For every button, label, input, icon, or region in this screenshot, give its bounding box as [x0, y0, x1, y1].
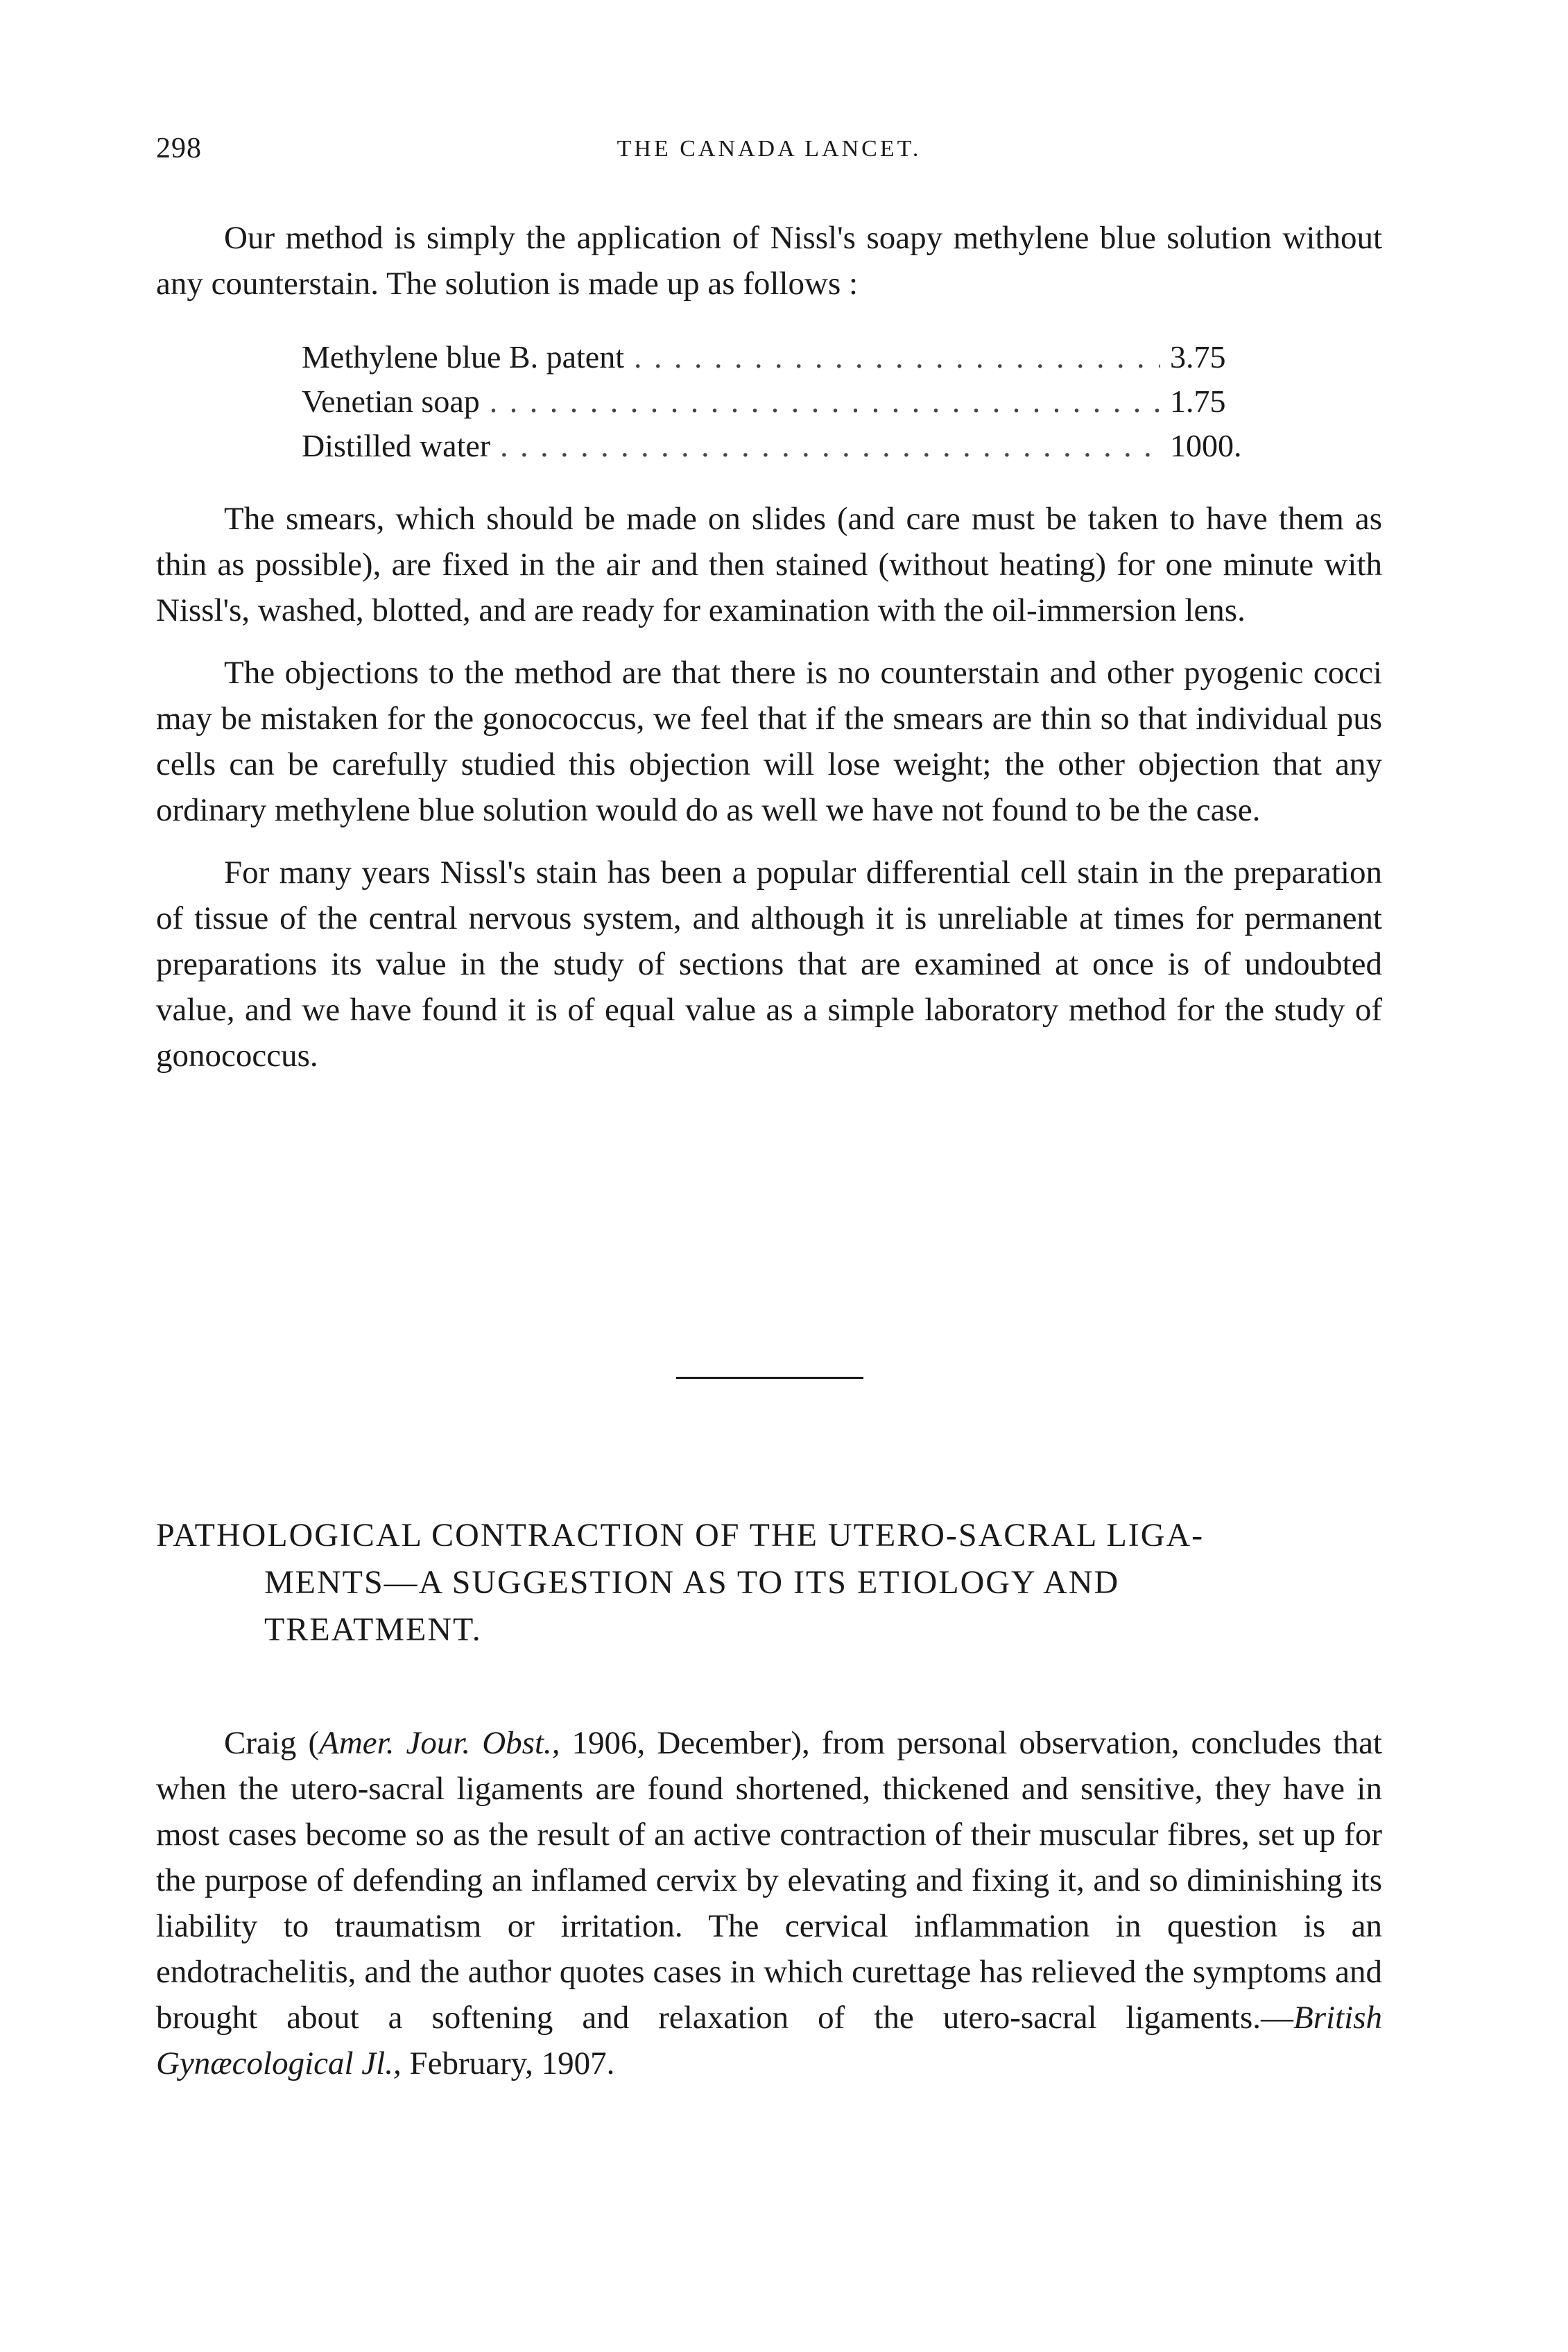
source-citation: British Gynæcological Jl.,: [156, 2000, 1382, 2081]
journal-citation: Amer. Jour. Obst.,: [319, 1725, 560, 1761]
dot-leader: [500, 424, 1160, 468]
recipe-row: [302, 424, 1253, 468]
dot-leader: [490, 379, 1160, 424]
recipe-ingredient: Methylene blue B. patent: [302, 339, 624, 375]
article-title-line: PATHOLOGICAL CONTRACTION OF THE UTERO-SACRAL LIGA-: [156, 1517, 1205, 1554]
intro-section: [156, 215, 1382, 323]
recipe-ingredient: Distilled water: [302, 428, 491, 463]
article-text: 1906, December), from personal observation, concludes that when the utero-sacral ligaments are found shortened, thickened and sensitive, they have in most cases become so as the result of an active contraction of their muscular fibres, set up for the purpose of defending an inflamed cervix by elevating and fixing it, and so diminishing its liability to traumatism or irritation. The cervical inflammation in question is an endotrachelitis, and the author quotes cases in which curettage has relieved the symptoms and brought about a softening and relaxation of the utero-sacral ligaments.—: [156, 1725, 1382, 2036]
dot-leader: [634, 335, 1160, 379]
intro-paragraph: Our method is simply the application of Nissl's soapy methylene blue solution without any counterstain. The solution is made up as follows :: [156, 220, 1382, 302]
stain-recipe: [302, 335, 1253, 468]
methods-section: [156, 496, 1382, 1095]
page-header: [156, 132, 1382, 173]
article-title: [156, 1512, 1382, 1654]
article-paragraph: [156, 1720, 1382, 2086]
article-title-line: MENTS—A SUGGESTION AS TO ITS ETIOLOGY AND: [264, 1564, 1120, 1601]
recipe-quantity: 3.75: [1170, 339, 1226, 375]
section-divider: [676, 1377, 863, 1379]
body-paragraph: The objections to the method are that there is no counterstain and other pyogenic cocci may be mistaken for the gonococcus, we feel that if the smears are thin so that individual pus cells can be carefully studied this objection will lose weight; the other objection that any ordinary methylene blue solution would do as well we have not found to be the case.: [156, 655, 1382, 828]
recipe-quantity: 1000.: [1170, 428, 1242, 463]
article-body: [156, 1720, 1382, 2103]
running-head: THE CANADA LANCET.: [617, 136, 922, 162]
body-paragraph: The smears, which should be made on slides (and care must be taken to have them as thin as possible), are fixed in the air and then stained (without heating) for one minute with Nissl's, washed, blotted, and are ready for examination with the oil-immersion lens.: [156, 501, 1382, 628]
article-text: Craig (: [224, 1725, 320, 1761]
article-text: February, 1907.: [401, 2045, 615, 2081]
recipe-row: [302, 335, 1253, 379]
body-paragraph: For many years Nissl's stain has been a popular differential cell stain in the preparation of tissue of the central nervous system, and although it is unreliable at times for permanent preparations its value in the study of sections that are examined at once is of undoubted value, and we have found it is of equal value as a simple laboratory method for the study of gonococcus.: [156, 855, 1382, 1074]
recipe-quantity: 1.75: [1170, 384, 1226, 419]
recipe-ingredient: Venetian soap: [302, 384, 480, 419]
recipe-row: [302, 379, 1253, 424]
article-title-line: TREATMENT.: [264, 1611, 482, 1648]
page-number: 298: [156, 132, 202, 164]
